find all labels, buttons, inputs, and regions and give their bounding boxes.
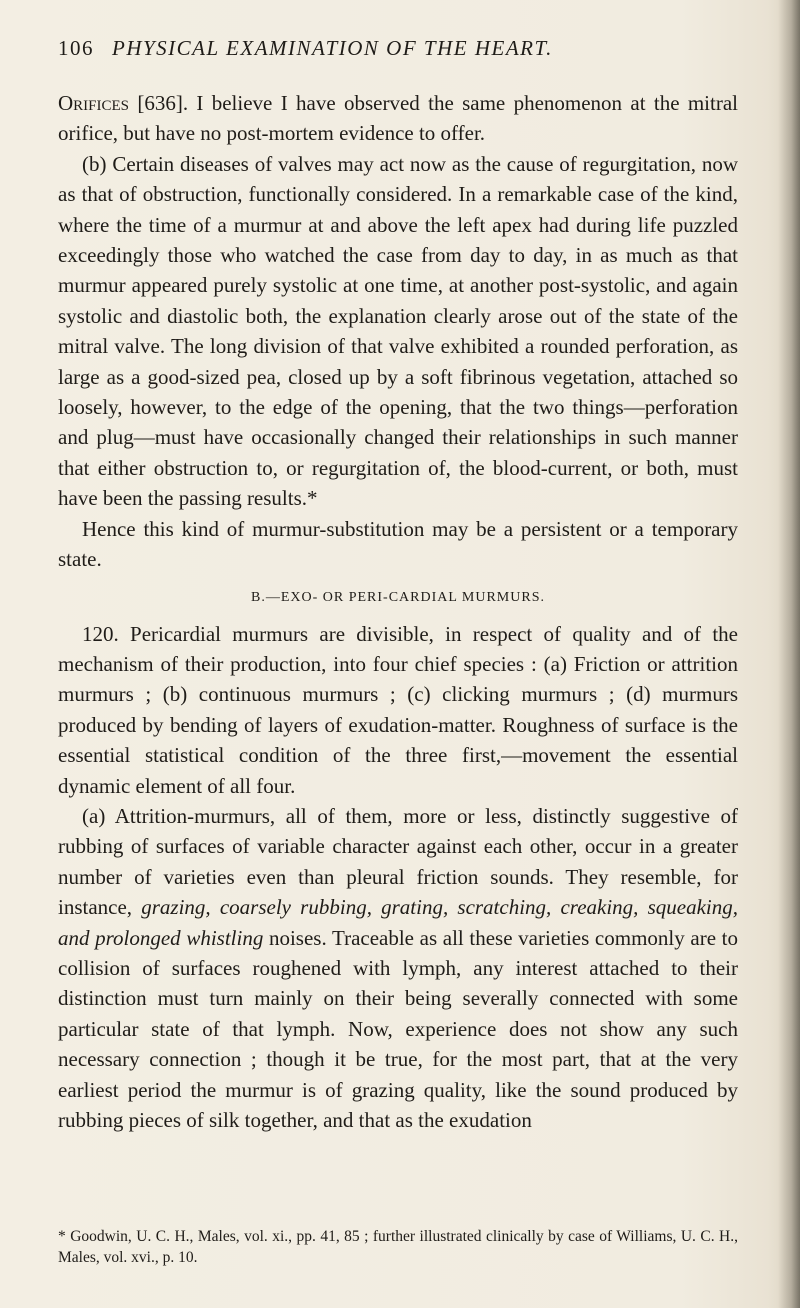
paragraph-orifices	[58, 88, 738, 149]
paragraph-lead: Orifices	[58, 91, 130, 115]
italic-terms: grazing, coarsely rubbing, grating, scratching, creaking, squeaking, and prolonged whistling	[58, 895, 738, 950]
paragraph-hence: Hence this kind of murmur-substitution may be a persistent or a temporary state.	[58, 516, 738, 572]
footnote-text: * Goodwin, U. C. H., Males, vol. xi., pp. 41, 85 ; further illustrated clinically by case of Williams, U. C. H., Males, vol. xvi., p. 10.	[58, 1228, 738, 1266]
paragraph-text: noises. Traceable as all these varieties commonly are to collision of surfaces roughened with lymph, any interest attached to their distinction must turn mainly on their being severally connected with some particular state of that lymph. Now, experience does not show any such necessary connection ; though it be true, for the most part, that at the very earliest period the murmur is of grazing quality, like the sound produced by rubbing pieces of silk together, and that as the exudation	[58, 925, 738, 1132]
paragraph-attrition	[58, 801, 738, 1135]
section-heading: B.—EXO- OR PERI-CARDIAL MURMURS.	[250, 589, 545, 605]
paragraph-120: 120. Pericardial murmurs are divisible, in respect of quality and of the mechanism of their production, into four chief species : (a) Friction or attrition murmurs ; (b) continuous murmurs ; (c) clicking murmurs ; (d) murmurs produced by bending of layers of exudation-matter. Roughness of surface is the essential statistical condition of the three first,—movement the essential dynamic element of all four.	[58, 621, 738, 798]
paragraph-b-valves: (b) Certain diseases of valves may act now as the cause of regurgitation, now as that of obstruction, functionally considered. In a remarkable case of the kind, where the time of a murmur at and above the left apex had during life puzzled exceedingly those who watched the case from day to day, in as much as that murmur appeared purely systolic at one time, at another post-systolic, and again systolic and diastolic both, the explanation clearly arose out of the state of the mitral valve. The long division of that valve exhibited a rounded perforation, as large as a good-sized pea, closed up by a soft fibrinous vegetation, attached so loosely, however, to the edge of the opening, that the two things—perforation and plug—must have occasionally changed their relationships in such manner that either obstruction to, or regurgitation of, the blood-current, or both, must have been the passing results.*	[58, 151, 738, 511]
body-text	[58, 88, 738, 1135]
page-number: 106	[58, 36, 94, 60]
running-title: PHYSICAL EXAMINATION OF THE HEART.	[112, 36, 553, 60]
running-header	[58, 36, 740, 66]
page-edge-shadow	[778, 0, 800, 1308]
footnote	[58, 1226, 738, 1268]
paragraph-text: (a) Attrition-murmurs, all of them, more or less, distinctly suggestive of rubbing of surfaces of variable character against each other, occur in a greater number of varieties even than pleural friction sounds. They resemble, for instance,	[58, 803, 738, 920]
paragraph-text: [636]. I believe I have observed the same phenomenon at the mitral orifice, but have no post-mortem evidence to offer.	[58, 91, 738, 146]
